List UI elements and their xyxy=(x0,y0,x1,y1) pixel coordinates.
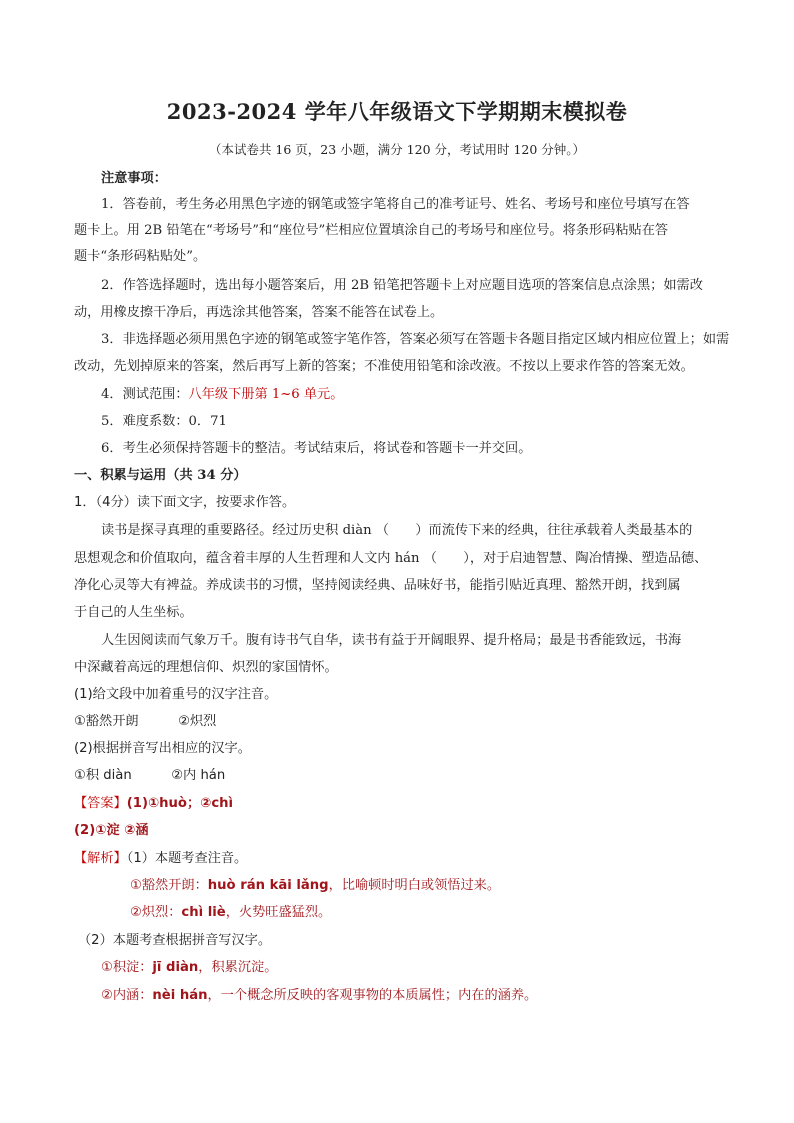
notice-p3-line1: 3．非选择题必须用黑色字迹的钢笔或签字笔作答，答案必须写在答题卡各题目指定区域内相应位置上；如需 xyxy=(101,332,730,347)
notice-p1-line2: 题卡上。用 2B 铅笔在“考场号”和“座位号”栏相应位置填涂自己的考场号和座位号。将条形码粘贴在答 xyxy=(74,223,669,238)
analysis-line1 xyxy=(74,850,724,868)
notice-p4 xyxy=(101,386,751,404)
passage-line6: 中深藏着高远的理想信仰、炽烈的家国情怀。 xyxy=(74,660,338,675)
analysis-line3 xyxy=(130,904,780,922)
question-1: 1．（4分）读下面文字，按要求作答。 xyxy=(74,495,296,510)
notice-p2-line1: 2．作答选择题时，选出每小题答案后，用 2B 铅笔把答题卡上对应题目选项的答案信息点涂黑；如需改 xyxy=(101,278,703,293)
analysis-l5-suffix: ，积累沉淀。 xyxy=(198,960,278,975)
notice-p5: 5．难度系数：0．71 xyxy=(101,414,227,429)
analysis-l2-suffix: ，比喻顿时明白或领悟过来。 xyxy=(328,878,501,893)
subquestion-1: (1)给文段中加着重号的汉字注音。 xyxy=(74,687,278,702)
analysis-line5 xyxy=(101,959,751,977)
analysis-line2 xyxy=(130,877,780,895)
subquestion-1-items: ①豁然开朗 ②炽烈 xyxy=(74,714,217,729)
passage-line4: 于自己的人生坐标。 xyxy=(74,605,193,620)
answer-text-1: (1)①huò；②chì xyxy=(126,796,234,811)
analysis-label: 【解析】 xyxy=(74,851,127,866)
analysis-l5-pinyin: jī diàn xyxy=(152,960,199,975)
passage-line3: 净化心灵等大有裨益。养成读书的习惯，坚持阅读经典、品味好书，能指引贴近真理、豁然开朗，找到属 xyxy=(74,578,681,593)
answer-line2: (2)①淀 ②涵 xyxy=(74,823,149,838)
subquestion-2-items: ①积 diàn ②内 hán xyxy=(74,768,226,783)
analysis-l3-suffix: ，火势旺盛猛烈。 xyxy=(225,905,332,920)
analysis-l5-prefix: ①积淀： xyxy=(101,960,153,975)
analysis-line4: （2）本题考查根据拼音写汉字。 xyxy=(78,933,272,948)
notice-p2-line2: 动，用橡皮擦干净后，再选涂其他答案，答案不能答在试卷上。 xyxy=(74,305,444,320)
analysis-l3-pinyin: chì liè xyxy=(181,905,226,920)
subquestion-2: (2)根据拼音写出相应的汉字。 xyxy=(74,741,251,756)
notice-p4-prefix: 4．测试范围： xyxy=(101,387,189,402)
analysis-l6-pinyin: nèi hán xyxy=(152,988,208,1003)
analysis-l2-prefix: ①豁然开朗： xyxy=(130,878,208,893)
answer-label: 【答案】 xyxy=(74,796,127,811)
notice-p1-line3: 题卡“条形码粘贴处”。 xyxy=(74,249,207,264)
passage-line1: 读书是探寻真理的重要路径。经过历史积 diàn （ ）而流传下来的经典，往往承载着人类最基本的 xyxy=(101,523,693,538)
analysis-l3-prefix: ②炽烈： xyxy=(130,905,182,920)
analysis-text-1: （1）本题考查注音。 xyxy=(126,851,248,866)
section1-heading: 一、积累与运用（共 34 分） xyxy=(74,468,247,483)
notice-p1-line1: 1．答卷前，考生务必用黑色字迹的钢笔或签字笔将自己的准考证号、姓名、考场号和座位号填写在答 xyxy=(101,197,690,212)
analysis-l2-pinyin: huò rán kāi lǎng xyxy=(207,878,329,893)
analysis-l6-prefix: ②内涵： xyxy=(101,988,153,1003)
notice-p4-scope: 八年级下册第 1~6 单元。 xyxy=(188,387,344,402)
passage-line2: 思想观念和价值取向，蕴含着丰厚的人生哲理和人文内 hán （ ），对于启迪智慧、陶冶情操、塑造品德、 xyxy=(74,551,708,566)
analysis-line6 xyxy=(101,987,751,1005)
notice-p6: 6．考生必须保持答题卡的整洁。考试结束后，将试卷和答题卡一并交回。 xyxy=(101,441,532,456)
notice-p3-line2: 改动，先划掉原来的答案，然后再写上新的答案；不准使用铅笔和涂改液。不按以上要求作答的答案无效。 xyxy=(74,359,694,374)
notice-heading: 注意事项： xyxy=(101,171,167,186)
analysis-l6-suffix: ，一个概念所反映的客观事物的本质属性；内在的涵养。 xyxy=(207,988,538,1003)
exam-title: 2023-2024 学年八年级语文下学期期末模拟卷 xyxy=(166,99,628,124)
answer-line1 xyxy=(74,795,724,813)
exam-subtitle: （本试卷共 16 页，23 小题，满分 120 分，考试用时 120 分钟。） xyxy=(208,142,586,157)
passage-line5: 人生因阅读而气象万千。腹有诗书气自华，读书有益于开阔眼界、提升格局；最是书香能致远，书海 xyxy=(101,633,682,648)
